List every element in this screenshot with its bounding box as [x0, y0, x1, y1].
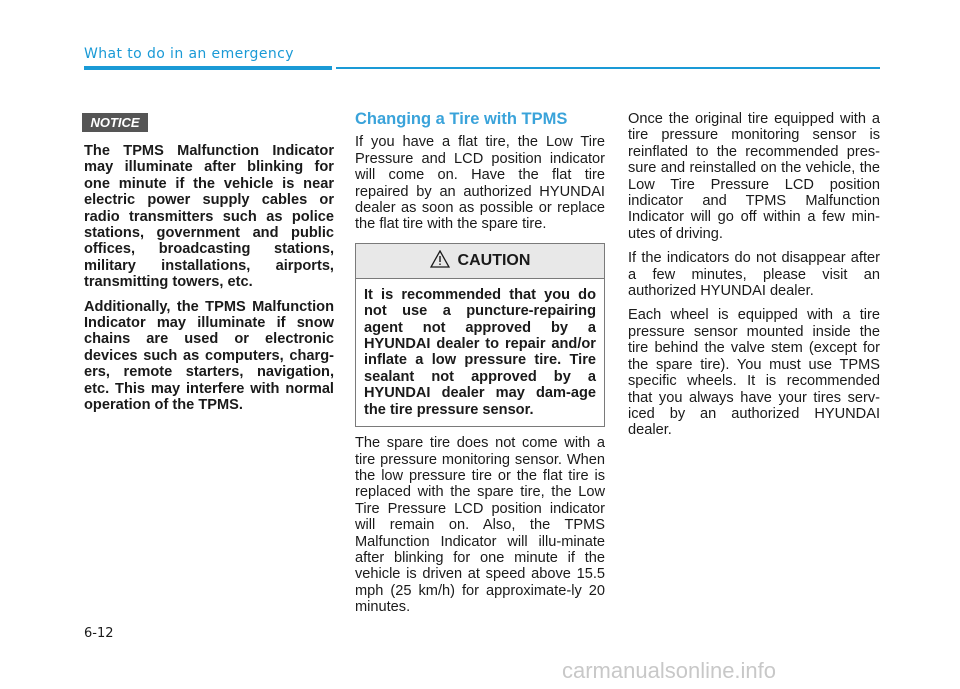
- intro-paragraph: If you have a flat tire, the Low Tire Pressure and LCD position indicator will come on. Have the flat tire repaired by an authorized HYUNDAI dealer as soon as possible or replace the flat tire with the spare tire.: [355, 134, 605, 233]
- right-column: [628, 111, 880, 447]
- page-number: 6-12: [84, 626, 114, 641]
- caution-paragraph: It is recommended that you do not use a puncture-repairing agent not approved by a HYUNDAI dealer to repair and/or inflate a low pressure tire. Tire sealant not approved by a HYUNDAI dealer may dam-age the tire pressure sensor.: [364, 286, 596, 418]
- caution-box: [355, 243, 605, 427]
- right-paragraph-3: Each wheel is equipped with a tire pressure sensor mounted inside the tire behind the valve stem (except for the spare tire). You must use TPMS specific wheels. It is recommended that you always have your tires serv-iced by an authorized HYUNDAI dealer.: [628, 307, 880, 439]
- warning-triangle-icon: [430, 250, 450, 272]
- notice-body: [84, 143, 334, 422]
- watermark: carmanualsonline.info: [562, 658, 777, 683]
- section-title: Changing a Tire with TPMS: [355, 110, 568, 128]
- caution-text: [356, 279, 604, 426]
- header-rule-thick: [84, 66, 332, 70]
- header-rule-thin: [336, 67, 880, 69]
- right-paragraph-1: Once the original tire equipped with a tire pressure monitoring sensor is reinflated to the recommended pres-sure and reinstalled on the vehicle, the Low Tire Pressure LCD position indicator and TPMS Malfunction Indicator will go off within a few min-utes of driving.: [628, 111, 880, 242]
- right-paragraph-2: If the indicators do not disappear after a few minutes, please visit an authorized HYUNDAI dealer.: [628, 250, 880, 300]
- notice-paragraph-1: The TPMS Malfunction Indicator may illuminate after blinking for one minute if the vehicle is near electric power supply cables or radio transmitters such as police stations, government and public offices, broadcasting stations, military installations, airports, transmitting towers, etc.: [84, 143, 334, 291]
- notice-badge: NOTICE: [82, 113, 148, 132]
- caution-header: [356, 244, 604, 279]
- spare-tire-paragraph: The spare tire does not come with a tire pressure monitoring sensor. When the low pressure tire or the flat tire is replaced with the spare tire, the Low Tire Pressure LCD position indicator will remain on. Also, the TPMS Malfunction Indicator will illu-minate after blinking for one minute if the vehicle is driven at speed above 15.5 mph (25 km/h) for approximate-ly 20 minutes.: [355, 435, 605, 616]
- section-header-title: What to do in an emergency: [84, 46, 294, 62]
- caution-label: CAUTION: [457, 251, 531, 269]
- notice-paragraph-2: Additionally, the TPMS Malfunction Indicator may illuminate if snow chains are used or electronic devices such as computers, charg-ers, remote starters, navigation, etc. This may interfere with normal operation of the TPMS.: [84, 298, 334, 414]
- middle-column: [355, 111, 605, 624]
